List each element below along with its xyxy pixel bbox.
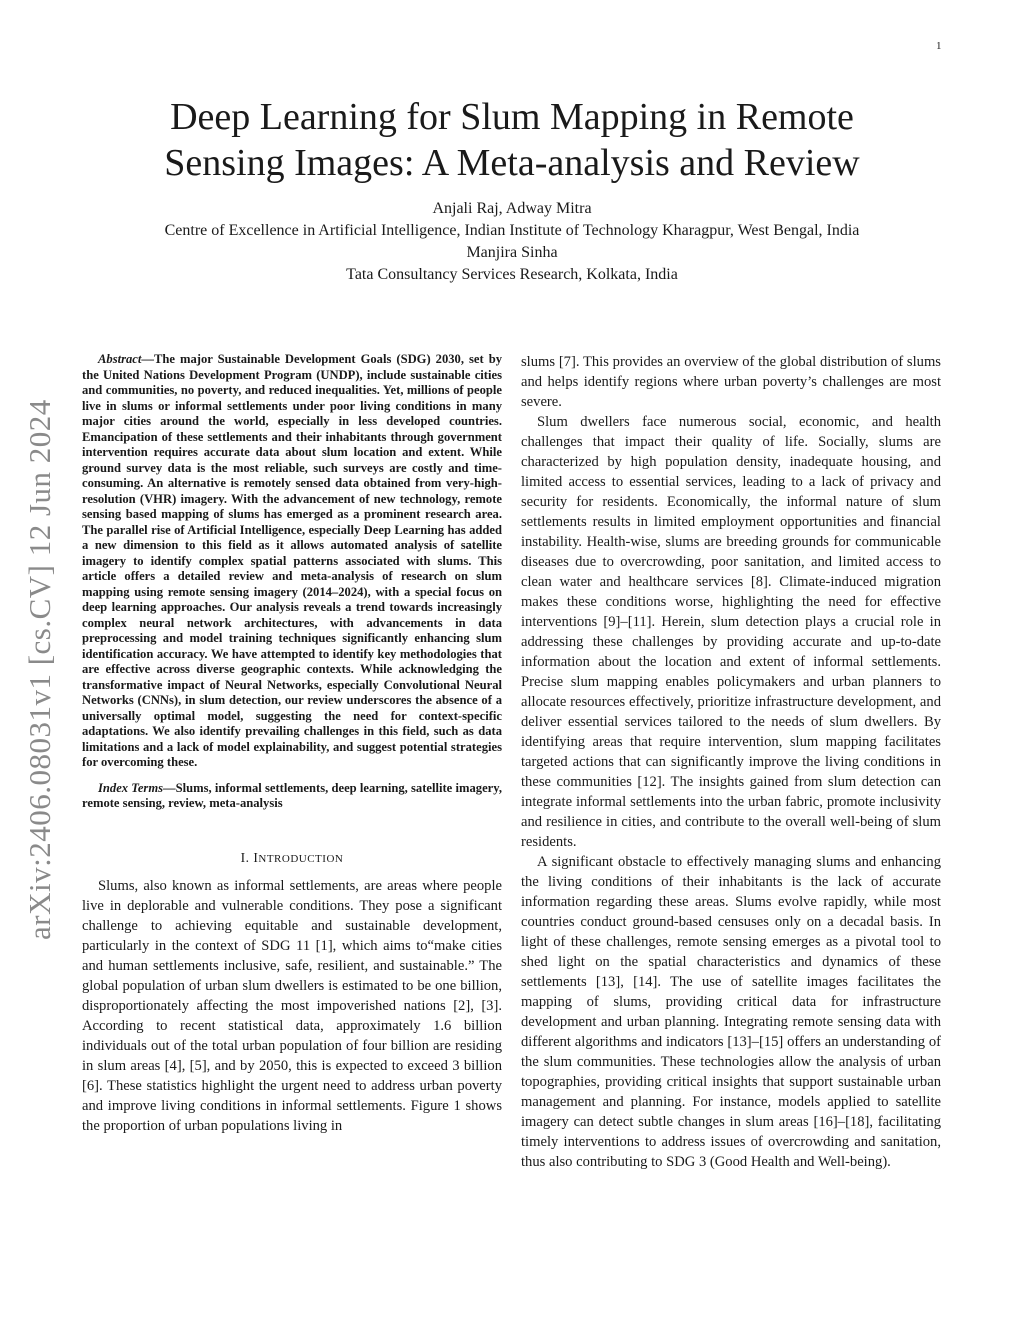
body-paragraph-2: Slum dwellers face numerous social, economic, and health challenges that impact their quality of life. Socially, slums are characterized by high population density, inadequate housing, and limited access to essential services, leading to a lack of privacy and security for residents. Economically, the informal nature of slum settlements results in limited employment opportunities and financial instability. Health-wise, slums are breeding grounds for communicable diseases due to overcrowding, poor sanitation, and limited access to clean water and healthcare services [8]. Climate-induced migration makes these conditions worse, highlighting the need for effective interventions [9]–[11]. Herein, slum detection plays a crucial role in addressing these challenges by providing accurate and up-to-date information about the location and extent of informal settlements. Precise slum mapping enables policymakers and urban planners to allocate resources effectively, prioritize infrastructure development, and deliver essential services tailored to the needs of slum dwellers. By identifying areas that require intervention, slum mapping facilitates targeted actions that can significantly improve the living conditions in these communities [12]. The insights gained from slum detection can integrate informal settlements into the urban fabric, promote inclusivity and resilience in cities, and contribute to the overall well-being of slum residents. [521, 414, 941, 850]
index-terms-text: —Slums, informal settlements, deep learning, satellite imagery, remote sensing, review, meta-analysis [82, 780, 502, 810]
author-block [60, 198, 964, 286]
left-column [82, 352, 502, 1136]
abstract [82, 352, 502, 771]
abstract-text: —The major Sustainable Development Goals (SDG) 2030, set by the United Nations Development Program (UNDP), include sustainable cities and communities, no poverty, and reduced inequalities. Yet, millions of people live in slums or informal settlements under poor living conditions in many major cities around the world, especially in less developed countries. Emancipation of these settlements and their inhabitants through government intervention requires accurate data about slum location and extent. While ground survey data is the most reliable, such surveys are costly and time-consuming. An alternative is remotely sensed data obtained from very-high-resolution (VHR) imagery. With the advancement of new technology, remote sensing based mapping of slums has emerged as a prominent research area. The parallel rise of Artificial Intelligence, especially Deep Learning has added a new dimension to this field as it allows automated analysis of satellite imagery to identify complex spatial patterns associated with slums. This article offers a detailed review and meta-analysis of research on slum mapping using remote sensing imagery (2014–2024), with a special focus on deep learning approaches. Our analysis reveals a trend towards increasingly complex neural network architectures, with advancements in data preprocessing and model training techniques significantly enhancing slum identification accuracy. We have attempted to identify key methodologies that are effective across diverse geographic contexts. While acknowledging the transformative impact of Neural Networks, especially Convolutional Neural Networks (CNNs), in slum detection, our review underscores the absence of a universally optimal model, suggesting the need for context-specific adaptations. We also identify prevailing challenges in this field, such as data limitations and a lack of model explainability, and suggest potential strategies for overcoming these. [82, 352, 502, 769]
body-paragraph-3: A significant obstacle to effectively managing slums and enhancing the living conditions of their inhabitants is the lack of accurate information regarding these areas. Slums evolve rapidly, while most countries conduct ground-based censuses only on a decadal basis. In light of these challenges, remote sensing emerges as a pivotal tool to shed light on the spatial characteristics and dynamics of these settlements [13], [14]. The use of satellite images facilitates the mapping of slums, providing critical data for infrastructure development and urban planning. Integrating remote sensing data with different algorithms and indicators [13]–[15] offers an understanding of the slum communities. These technologies allow the analysis of urban topographies, providing critical insights that support sustainable urban management and planning. For instance, models applied to satellite imagery can detect subtle changes in slum areas [16]–[18], facilitating timely interventions to address issues of overcrowding and sanitation, thus also contributing to SDG 3 (Good Health and Well-being). [521, 854, 941, 1170]
author-names-2: Manjira Sinha [466, 244, 558, 261]
right-column [521, 352, 941, 1172]
section-number: I. [240, 849, 254, 865]
body-paragraph-continued: slums [7]. This provides an overview of the global distribution of slums and helps identify regions where urban poverty’s challenges are most severe. [521, 354, 941, 410]
section-title-initial: I [253, 849, 259, 865]
paper-title-line-2: Sensing Images: A Meta-analysis and Review [164, 142, 860, 184]
affiliation-1: Centre of Excellence in Artificial Intelligence, Indian Institute of Technology Kharagpur, West Bengal, India [164, 222, 860, 239]
arxiv-identifier-stamp: arXiv:2406.08031v1 [cs.CV] 12 Jun 2024 [22, 399, 57, 940]
abstract-label: Abstract [98, 352, 142, 366]
page-number: 1 [936, 40, 942, 52]
title-block [60, 94, 964, 286]
intro-paragraph-1: Slums, also known as informal settlements, are areas where people live in deplorable and vulnerable conditions. They pose a significant challenge to achieving equitable and sustainable development, particularly in the context of SDG 11 [1], which aims to“make cities and human settlements inclusive, safe, resilient, and sustainable.” The global population of urban slum dwellers is estimated to be one billion, disproportionately affecting the most impoverished nations [2], [3]. According to recent statistical data, approximately 1.6 billion individuals out of the total urban population of four billion are residing in slum areas [4], [5], and by 2050, this is expected to exceed 3 billion [6]. These statistics highlight the urgent need to address urban poverty and improve living conditions in informal settlements. Figure 1 shows the proportion of urban populations living in [82, 877, 502, 1134]
paper-title [60, 94, 964, 186]
section-title-rest: NTRODUCTION [258, 852, 344, 865]
section-heading-introduction [82, 850, 502, 866]
index-terms [82, 781, 502, 812]
index-terms-label: Index Terms [98, 780, 164, 795]
paper-title-line-1: Deep Learning for Slum Mapping in Remote [170, 96, 854, 138]
affiliation-2: Tata Consultancy Services Research, Kolkata, India [346, 266, 678, 283]
author-names-1: Anjali Raj, Adway Mitra [432, 200, 592, 217]
